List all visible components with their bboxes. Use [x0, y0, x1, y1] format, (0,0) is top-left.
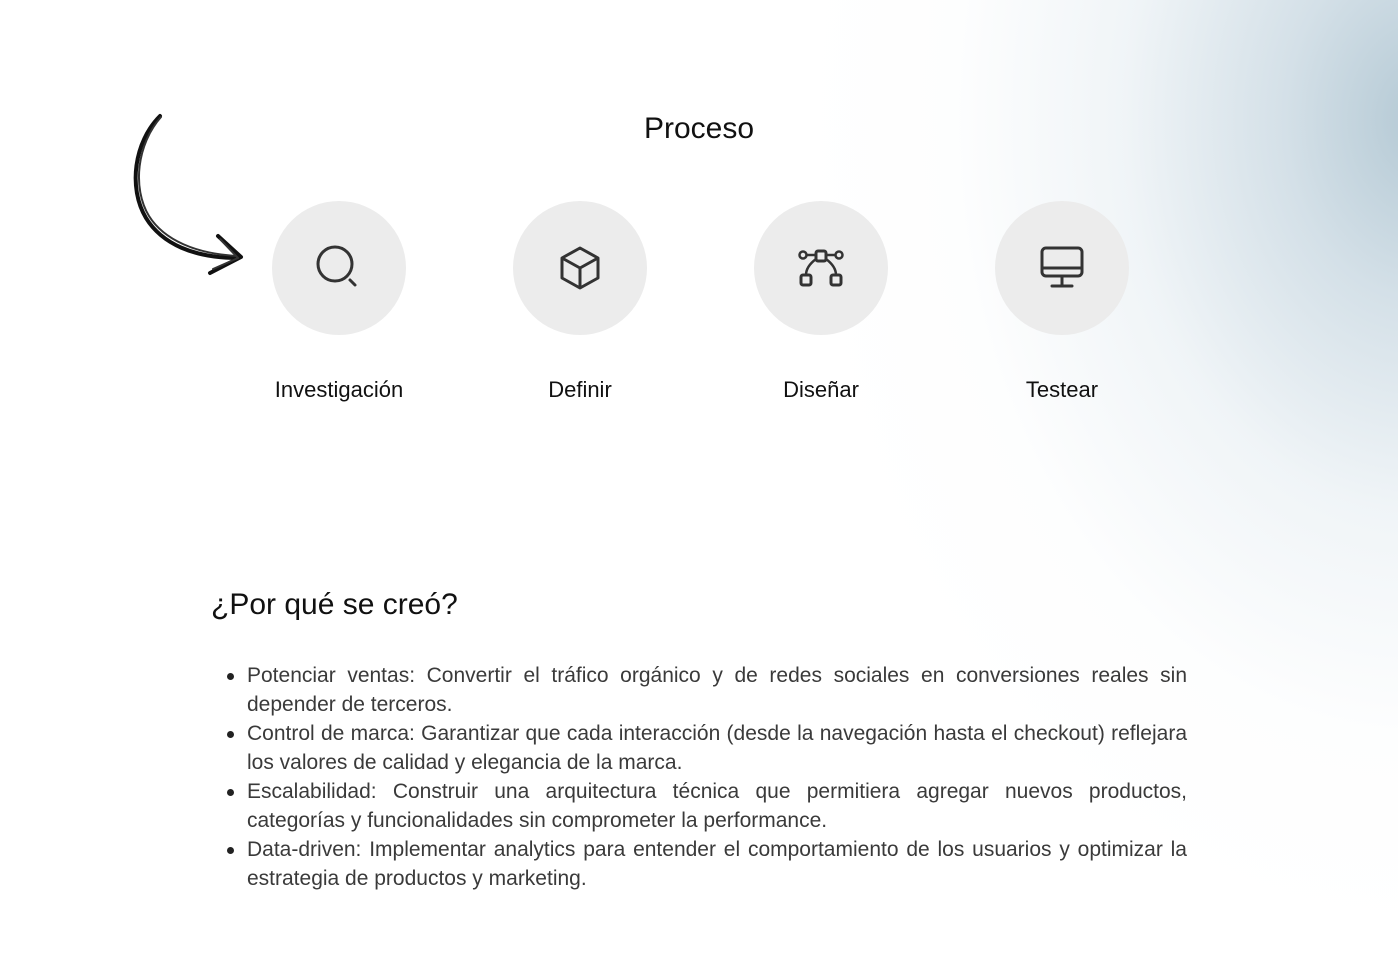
step-label: Diseñar: [783, 377, 859, 402]
list-item: Control de marca: Garantizar que cada interacción (desde la navegación hasta el checkout) reflejara los valores de calidad y elegancia de la marca.: [247, 719, 1187, 777]
step-icon-circle: [995, 201, 1129, 335]
step-icon-circle: [754, 201, 888, 335]
step-label: Testear: [1025, 377, 1099, 402]
vector-nodes-icon: [796, 243, 846, 293]
process-step-definir: [460, 201, 700, 405]
list-item: Escalabilidad: Construir una arquitectura técnica que permitiera agregar nuevos productos, categorías y funcionalidades sin comprometer la performance.: [247, 777, 1187, 835]
process-step-disenar: [701, 201, 941, 405]
step-label: Investigación: [274, 377, 404, 402]
process-step-investigacion: [219, 201, 459, 405]
page-title: Proceso: [643, 112, 755, 145]
cube-icon: [555, 243, 605, 293]
section-title-why: ¿Por qué se creó?: [211, 588, 458, 621]
reasons-list: [247, 661, 1187, 893]
monitor-icon: [1037, 243, 1087, 293]
search-icon: [314, 243, 364, 293]
process-step-testear: [942, 201, 1182, 405]
list-item: Data-driven: Implementar analytics para entender el comportamiento de los usuarios y optimizar la estrategia de productos y marketing.: [247, 835, 1187, 893]
list-item: Potenciar ventas: Convertir el tráfico orgánico y de redes sociales en conversiones reales sin depender de terceros.: [247, 661, 1187, 719]
step-label: Definir: [548, 377, 612, 402]
step-icon-circle: [513, 201, 647, 335]
step-icon-circle: [272, 201, 406, 335]
